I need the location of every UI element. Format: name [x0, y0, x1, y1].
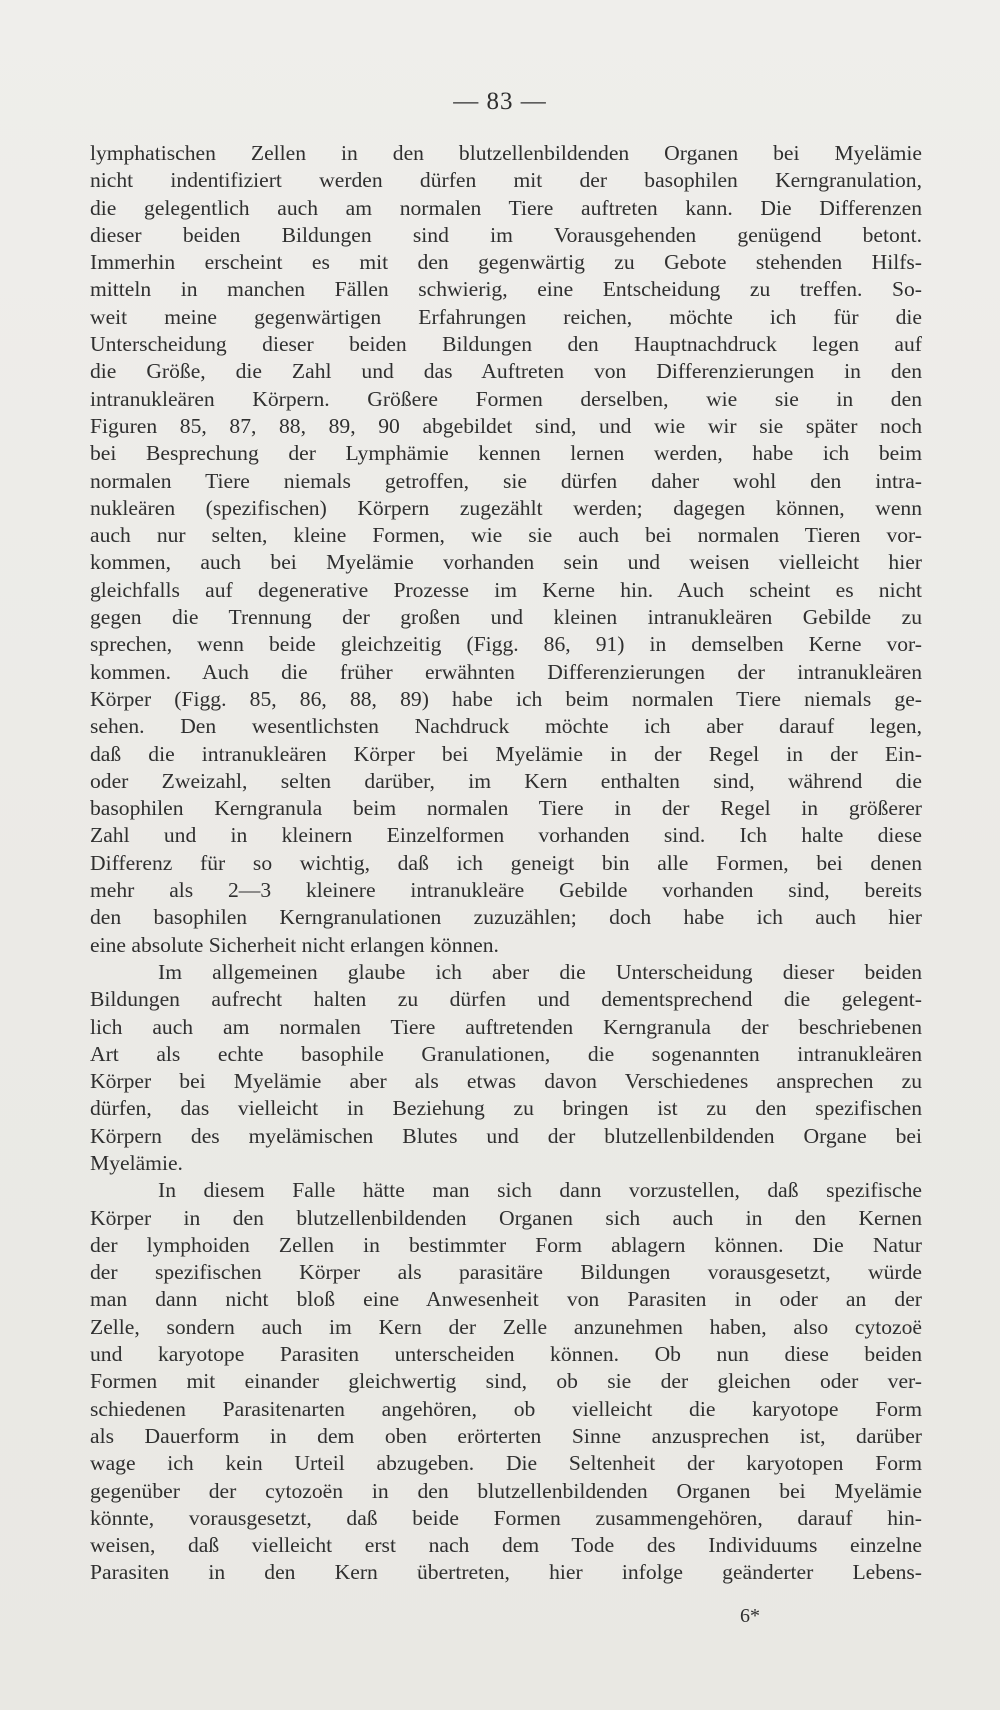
text-line: Immerhin erscheint es mit den gegenwärtig zu Gebote stehenden Hilfs-	[90, 250, 922, 275]
text-line: Formen mit einander gleichwertig sind, ob sie der gleichen oder ver-	[90, 1369, 922, 1394]
text-line: den basophilen Kerngranulationen zuzuzählen; doch habe ich auch hier	[90, 905, 922, 930]
text-line: wage ich kein Urteil abzugeben. Die Seltenheit der karyotopen Form	[90, 1451, 922, 1476]
text-line: Körper bei Myelämie aber als etwas davon Verschiedenes ansprechen zu	[90, 1069, 922, 1094]
text-line: kommen. Auch die früher erwähnten Differenzierungen der intranukleären	[90, 659, 922, 684]
text-line: könnte, vorausgesetzt, daß beide Formen zusammengehören, darauf hin-	[90, 1505, 922, 1530]
text-line: eine absolute Sicherheit nicht erlangen können.	[90, 932, 499, 957]
text-line: weisen, daß vielleicht erst nach dem Tode des Individuums einzelne	[90, 1533, 922, 1558]
text-line: und karyotope Parasiten unterscheiden können. Ob nun diese beiden	[90, 1342, 922, 1367]
text-line: gegen die Trennung der großen und kleinen intranukleären Gebilde zu	[90, 605, 922, 630]
text-line: lymphatischen Zellen in den blutzellenbildenden Organen bei Myelämie	[90, 141, 922, 165]
text-line: Körper in den blutzellenbildenden Organen sich auch in den Kernen	[90, 1205, 922, 1230]
text-line: man dann nicht bloß eine Anwesenheit von Parasiten in oder an der	[90, 1287, 922, 1312]
text-line: normalen Tiere niemals getroffen, sie dürfen daher wohl den intra-	[90, 468, 922, 493]
text-line: In diesem Falle hätte man sich dann vorzustellen, daß spezifische	[158, 1178, 922, 1203]
signature-mark: 6*	[740, 1605, 760, 1627]
text-line: gegenüber der cytozoën in den blutzellenbildenden Organen bei Myelämie	[90, 1478, 922, 1503]
text-line: oder Zweizahl, selten darüber, im Kern enthalten sind, während die	[90, 768, 922, 793]
text-line: sehen. Den wesentlichsten Nachdruck möchte ich aber darauf legen,	[90, 714, 922, 739]
text-line: dieser beiden Bildungen sind im Vorausgehenden genügend betont.	[90, 222, 922, 247]
text-line: daß die intranukleären Körper bei Myelämie in der Regel in der Ein-	[90, 741, 922, 766]
text-line: bei Besprechung der Lymphämie kennen lernen werden, habe ich beim	[90, 441, 922, 466]
text-line: Zahl und in kleinern Einzelformen vorhanden sind. Ich halte diese	[90, 823, 922, 848]
text-line: Unterscheidung dieser beiden Bildungen den Hauptnachdruck legen auf	[90, 332, 922, 357]
text-line: dürfen, das vielleicht in Beziehung zu bringen ist zu den spezifischen	[90, 1096, 922, 1121]
text-line: weit meine gegenwärtigen Erfahrungen reichen, möchte ich für die	[90, 304, 922, 329]
text-line: Differenz für so wichtig, daß ich geneigt bin alle Formen, bei denen	[90, 850, 922, 875]
text-line: die gelegentlich auch am normalen Tiere auftreten kann. Die Differenzen	[90, 195, 922, 220]
text-line: schiedenen Parasitenarten angehören, ob vielleicht die karyotope Form	[90, 1396, 922, 1421]
text-line: der spezifischen Körper als parasitäre Bildungen vorausgesetzt, würde	[90, 1260, 922, 1285]
text-line: auch nur selten, kleine Formen, wie sie auch bei normalen Tieren vor-	[90, 523, 922, 548]
text-line: lich auch am normalen Tiere auftretenden Kerngranula der beschriebenen	[90, 1014, 922, 1039]
text-line: nukleären (spezifischen) Körpern zugezählt werden; dagegen können, wenn	[90, 495, 922, 520]
text-line: Körper (Figg. 85, 86, 88, 89) habe ich beim normalen Tiere niemals ge-	[90, 686, 922, 711]
text-line: als Dauerform in dem oben erörterten Sinne anzusprechen ist, darüber	[90, 1423, 922, 1448]
text-line: mitteln in manchen Fällen schwierig, eine Entscheidung zu treffen. So-	[90, 277, 922, 302]
text-line: Im allgemeinen glaube ich aber die Unterscheidung dieser beiden	[158, 959, 922, 984]
text-line: Parasiten in den Kern übertreten, hier infolge geänderter Lebens-	[90, 1560, 922, 1585]
text-line: mehr als 2—3 kleinere intranukleäre Gebilde vorhanden sind, bereits	[90, 878, 922, 903]
body-text	[90, 140, 922, 1587]
text-line: Körpern des myelämischen Blutes und der blutzellenbildenden Organe bei	[90, 1123, 922, 1148]
text-line: Zelle, sondern auch im Kern der Zelle anzunehmen haben, also cytozoë	[90, 1314, 922, 1339]
text-line: der lymphoiden Zellen in bestimmter Form ablagern können. Die Natur	[90, 1232, 922, 1257]
text-line: Bildungen aufrecht halten zu dürfen und dementsprechend die gelegent-	[90, 987, 922, 1012]
text-line: Art als echte basophile Granulationen, die sogenannten intranukleären	[90, 1041, 922, 1066]
text-line: kommen, auch bei Myelämie vorhanden sein und weisen vielleicht hier	[90, 550, 922, 575]
page-number: — 83 —	[453, 88, 547, 115]
text-line: Figuren 85, 87, 88, 89, 90 abgebildet sind, und wie wir sie später noch	[90, 413, 922, 438]
text-line: die Größe, die Zahl und das Auftreten von Differenzierungen in den	[90, 359, 922, 384]
text-line: nicht indentifiziert werden dürfen mit der basophilen Kerngranulation,	[90, 168, 922, 193]
text-line: sprechen, wenn beide gleichzeitig (Figg. 86, 91) in demselben Kerne vor-	[90, 632, 922, 657]
text-line: gleichfalls auf degenerative Prozesse im Kerne hin. Auch scheint es nicht	[90, 577, 922, 602]
text-line: intranukleären Körpern. Größere Formen derselben, wie sie in den	[90, 386, 922, 411]
text-line: basophilen Kerngranula beim normalen Tiere in der Regel in größerer	[90, 796, 922, 821]
text-line: Myelämie.	[90, 1150, 183, 1175]
